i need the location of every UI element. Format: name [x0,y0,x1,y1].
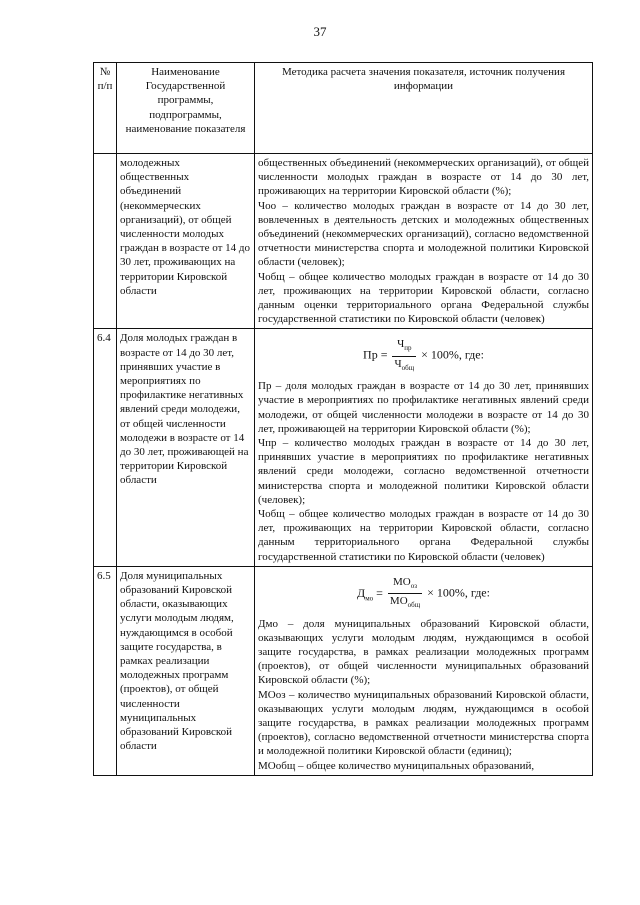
method-line: Чоо – количество молодых граждан в возрасте от 14 до 30 лет, вовлеченных в деятельность детских и молодежных общественных объединений (некоммерческих организаций), согласно ведомственной отчетности министерства спорта и молодежной политики Кировской области (человек); [258,199,589,269]
header-number: № п/п [94,63,117,154]
row-number: 6.4 [94,329,117,566]
row-name: молодежных общественных объединений (некоммерческих организаций), от общей численности молодых граждан в возрасте от 14 до 30 лет, проживающих на территории Кировской области [117,154,255,329]
formula-dmo [258,569,589,617]
formula-rhs: × 100%, где: [427,585,490,600]
table-row-6-4 [94,329,593,566]
fraction-denominator: $Ч_{общ}$ [394,357,415,373]
method-line: Дмо – доля муниципальных образований Кировской области, оказывающих услуги молодым людям, нуждающимся в особой защите государства, в рамках реализации молодежных программ (проектов), от общей численности муниципальных образований Кировской области (%); [258,617,589,687]
row-name: Доля муниципальных образований Кировской области, оказывающих услуги молодым людям, нуждающимся в особой защите государства, в рамках реализации молодежных программ (проектов), от общей численности муниципальных образований Кировской области [117,566,255,775]
formula-fraction [392,337,416,375]
table-row-continuation [94,154,593,329]
row-number [94,154,117,329]
row-method [255,329,593,566]
method-line: МОобщ – общее количество муниципальных образований, [258,759,535,772]
table-header-row [94,63,593,154]
row-method [255,566,593,775]
method-line: Пр – доля молодых граждан в возрасте от 14 до 30 лет, принявших участие в мероприятиях по профилактике негативных явлений среди молодежи, от общей численности молодежи в возрасте от 14 до 30 лет, проживающей на территории Кировской области (%); [258,380,589,435]
header-name: Наименование Государственной программы, подпрограммы, наименование показателя [117,63,255,154]
formula-pr [258,331,589,379]
formula-lhs: $Д_{мо}$ = [357,585,383,602]
header-method: Методика расчета значения показателя, источник получения информации [255,63,593,154]
row-name: Доля молодых граждан в возрасте от 14 до 30 лет, принявших участие в мероприятиях по профилактике негативных явлений среди молодежи, от общей численности молодежи в возрасте от 14 до 30 лет, проживающей на территории Кировской области [117,329,255,566]
formula-lhs: Пр = [363,348,388,363]
table-row-6-5 [94,566,593,775]
method-line: Чобщ – общее количество молодых граждан в возрасте от 14 до 30 лет, проживающих на территории Кировской области, согласно данным территориального органа Федеральной службы государственной статистики по Кировской области (человек) [258,508,589,563]
method-line: общественных объединений (некоммерческих организаций), от общей численности молодых граждан в возрасте от 14 до 30 лет, проживающих на территории Кировской области (%); [258,157,589,198]
method-line: МОоз – количество муниципальных образований Кировской области, оказывающих услуги молодым людям, нуждающимся в особой защите государства, в рамках реализации молодежных программ (проектов), согласно ведомственной отчетности министерства спорта и молодежной политики Кировской области (единиц); [258,688,589,758]
method-line: Чпр – количество молодых граждан в возрасте от 14 до 30 лет, принявших участие в мероприятиях по профилактике негативных явлений среди молодежи, согласно ведомственной отчетности министерства спорта и молодежной политики Кировской области (человек); [258,437,589,506]
fraction-denominator: $МО_{общ}$ [389,595,421,610]
method-line: Чобщ – общее количество молодых граждан в возрасте от 14 до 30 лет, проживающих на территории Кировской области, согласно данным оценки территориального органа Федеральной службы государственной статистики по Кировской области (человек) [258,270,589,326]
page-number: 37 [313,24,327,39]
fraction-numerator: $Ч_{пр}$ [392,337,416,356]
indicators-table [93,62,593,776]
formula-fraction [388,575,422,613]
fraction-numerator: $МО_{оз}$ [388,575,422,594]
formula-rhs: × 100%, где: [421,348,484,363]
row-number: 6.5 [94,566,117,775]
row-method [255,154,593,329]
